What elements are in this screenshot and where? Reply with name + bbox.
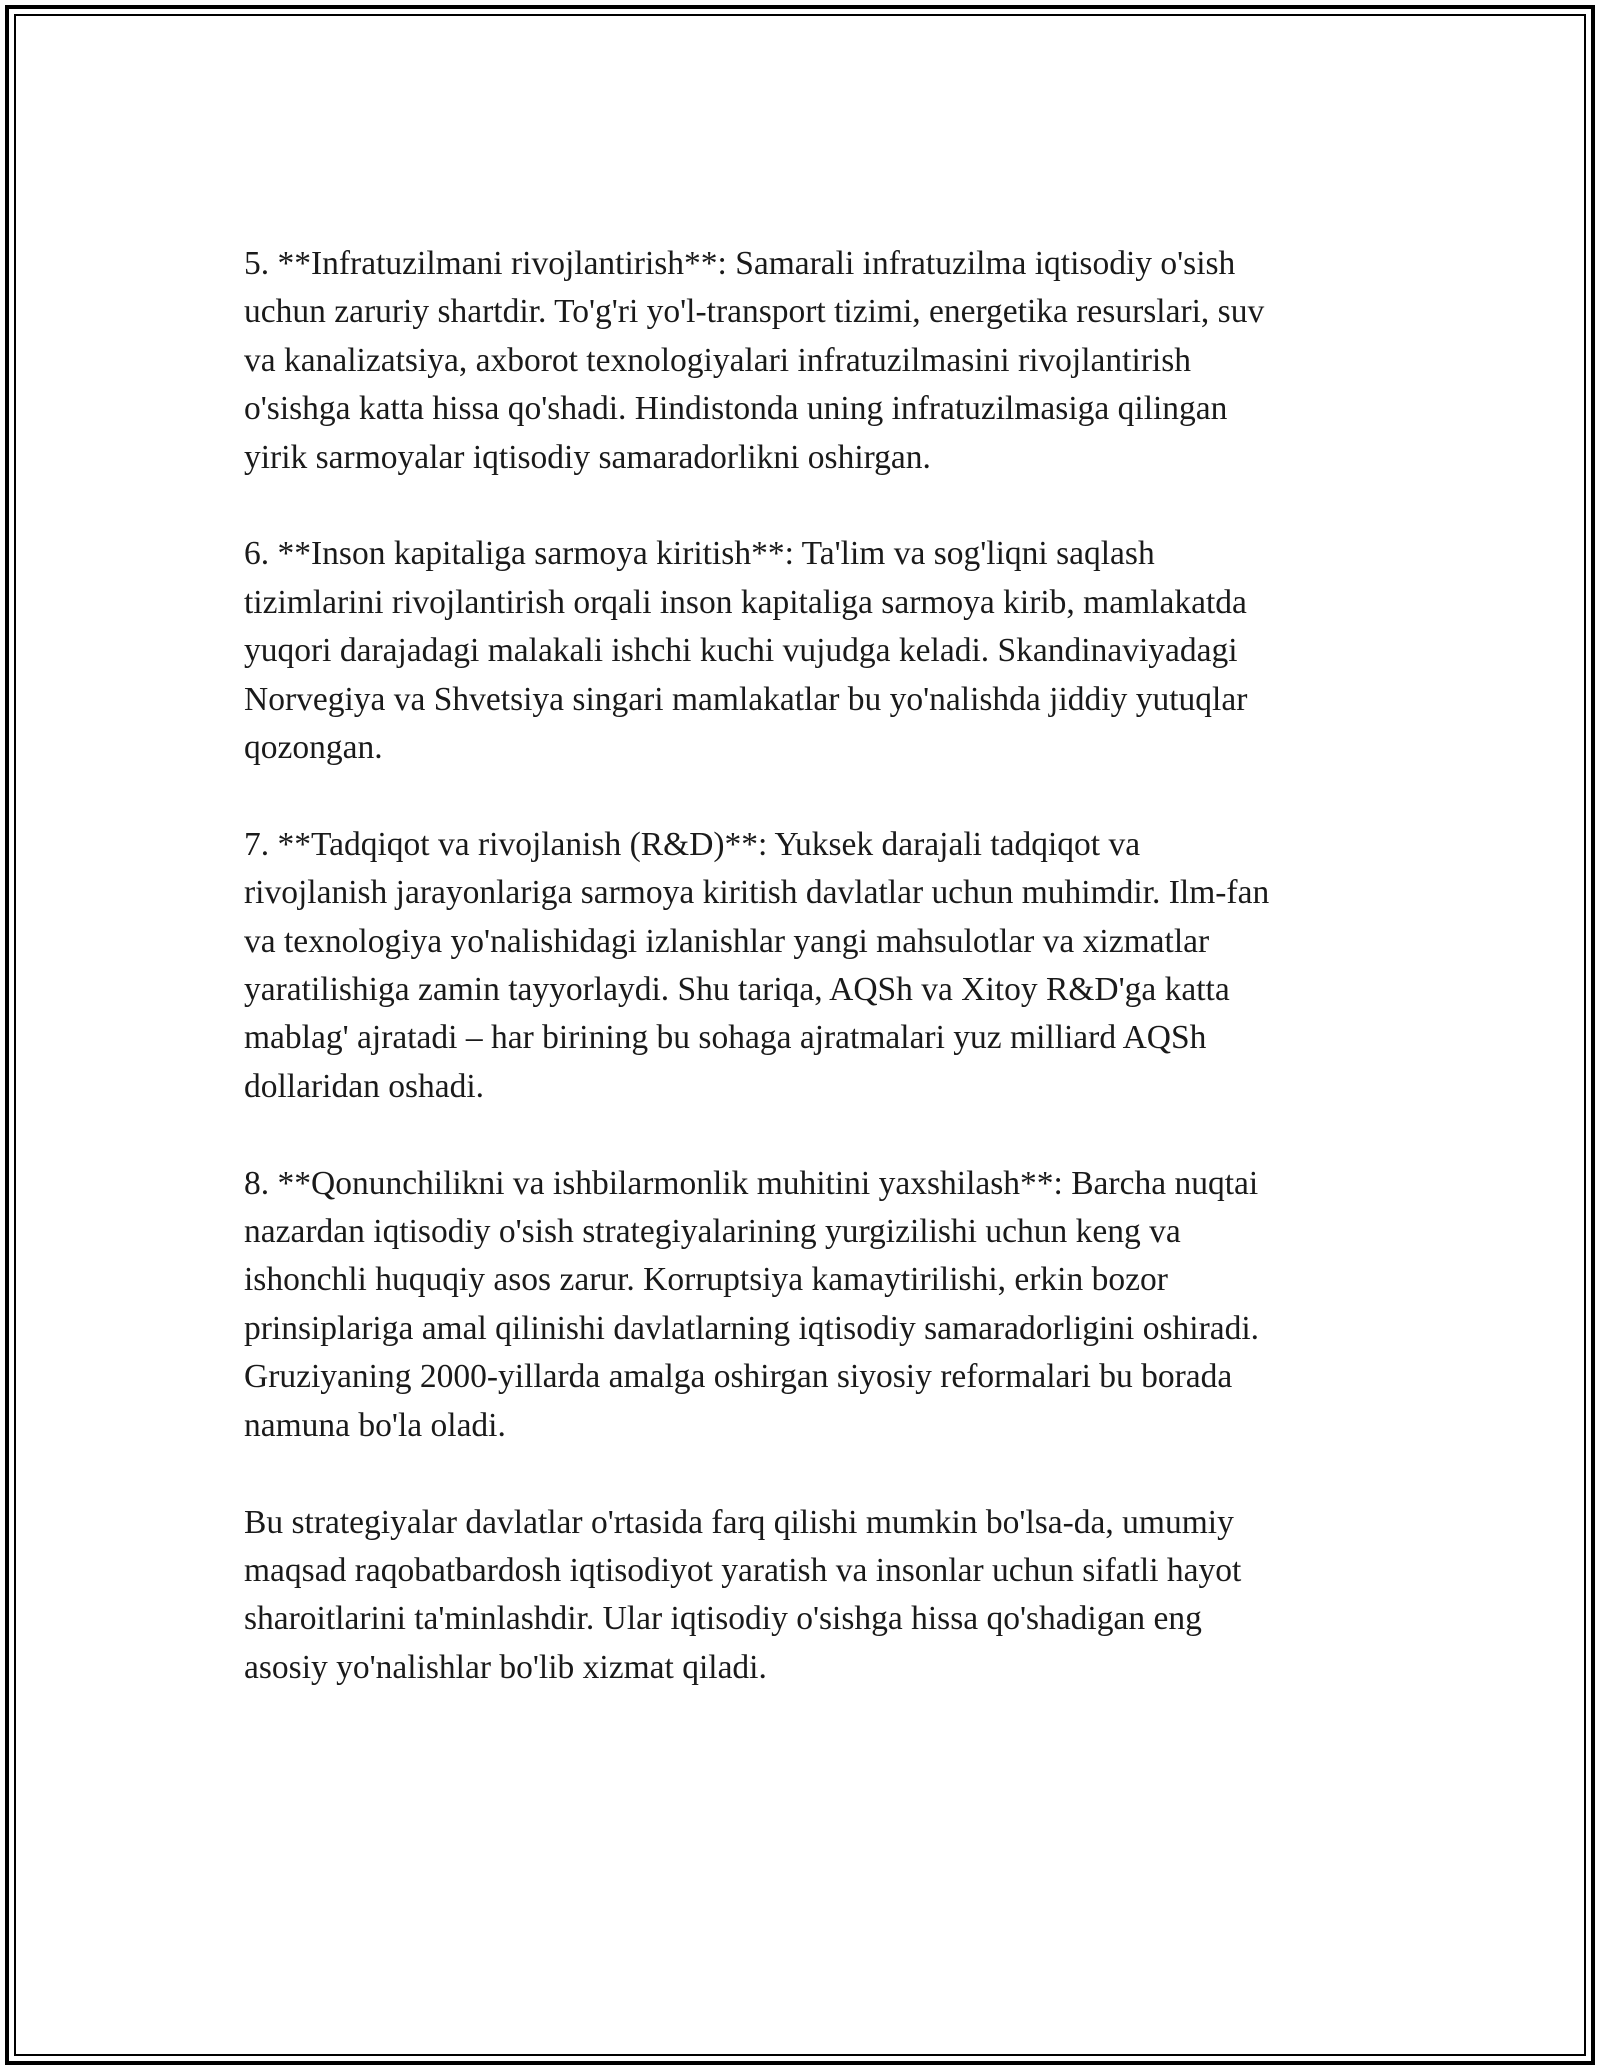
text-line: yaratilishiga zamin tayyorlaydi. Shu tariqa, AQSh va Xitoy R&D'ga katta (244, 971, 1230, 1009)
text-line: Norvegiya va Shvetsiya singari mamlakatlar bu yo'nalishda jiddiy yutuqlar (244, 680, 1248, 718)
text-line: 7. **Tadqiqot va rivojlanish (R&D)**: Yuksek darajali tadqiqot va (244, 825, 1141, 863)
text-line: Gruziyaning 2000-yillarda amalga oshirgan siyosiy reformalari bu borada (244, 1358, 1233, 1396)
text-line: 6. **Inson kapitaliga sarmoya kiritish**: Ta'lim va sog'liqni saqlash (244, 535, 1155, 573)
text-line: maqsad raqobatbardosh iqtisodiyot yaratish va insonlar uchun sifatli hayot (244, 1551, 1242, 1589)
paragraph-infrastructure (244, 240, 1374, 482)
text-line: mablag' ajratadi – har birining bu sohaga ajratmalari yuz milliard AQSh (244, 1019, 1207, 1057)
document-body (244, 240, 1374, 1692)
text-line: qozongan. (244, 729, 383, 767)
text-line: yirik sarmoyalar iqtisodiy samaradorlikni oshirgan. (244, 438, 931, 476)
text-line: dollaridan oshadi. (244, 1067, 485, 1105)
text-line: tizimlarini rivojlantirish orqali inson kapitaliga sarmoya kirib, mamlakatda (244, 583, 1247, 621)
text-line: Bu strategiyalar davlatlar o'rtasida farq qilishi mumkin bo'lsa-da, umumiy (244, 1503, 1234, 1541)
paragraph-human-capital (244, 530, 1374, 772)
text-line: ishonchli huquqiy asos zarur. Korruptsiya kamaytirilishi, erkin bozor (244, 1261, 1168, 1299)
text-line: 5. **Infratuzilmani rivojlantirish**: Samarali infratuzilma iqtisodiy o'sish (244, 245, 1236, 282)
text-line: sharoitlarini ta'minlashdir. Ular iqtisodiy o'sishga hissa qo'shadigan eng (244, 1600, 1202, 1638)
text-line: yuqori darajadagi malakali ishchi kuchi vujudga keladi. Skandinaviyadagi (244, 632, 1238, 670)
text-line: va texnologiya yo'nalishidagi izlanishlar yangi mahsulotlar va xizmatlar (244, 922, 1210, 960)
text-line: va kanalizatsiya, axborot texnologiyalari infratuzilmasini rivojlantirish (244, 341, 1192, 379)
text-line: prinsiplariga amal qilinishi davlatlarning iqtisodiy samaradorligini oshiradi. (244, 1309, 1260, 1347)
text-line: 8. **Qonunchilikni va ishbilarmonlik muhitini yaxshilash**: Barcha nuqtai (244, 1164, 1259, 1202)
text-line: nazardan iqtisodiy o'sish strategiyalarining yurgizilishi uchun keng va (244, 1213, 1181, 1251)
text-line: uchun zaruriy shartdir. To'g'ri yo'l-transport tizimi, energetika resurslari, suv (244, 293, 1265, 331)
page-frame (5, 5, 1595, 2065)
text-line: namuna bo'la oladi. (244, 1406, 506, 1444)
text-line: rivojlanish jarayonlariga sarmoya kiritish davlatlar uchun muhimdir. Ilm-fan (244, 874, 1270, 912)
paragraph-research-development (244, 821, 1374, 1111)
paragraph-conclusion (244, 1499, 1374, 1693)
text-line: o'sishga katta hissa qo'shadi. Hindistonda uning infratuzilmasiga qilingan (244, 390, 1228, 428)
text-line: asosiy yo'nalishlar bo'lib xizmat qiladi. (244, 1648, 767, 1686)
paragraph-legislation (244, 1160, 1374, 1450)
